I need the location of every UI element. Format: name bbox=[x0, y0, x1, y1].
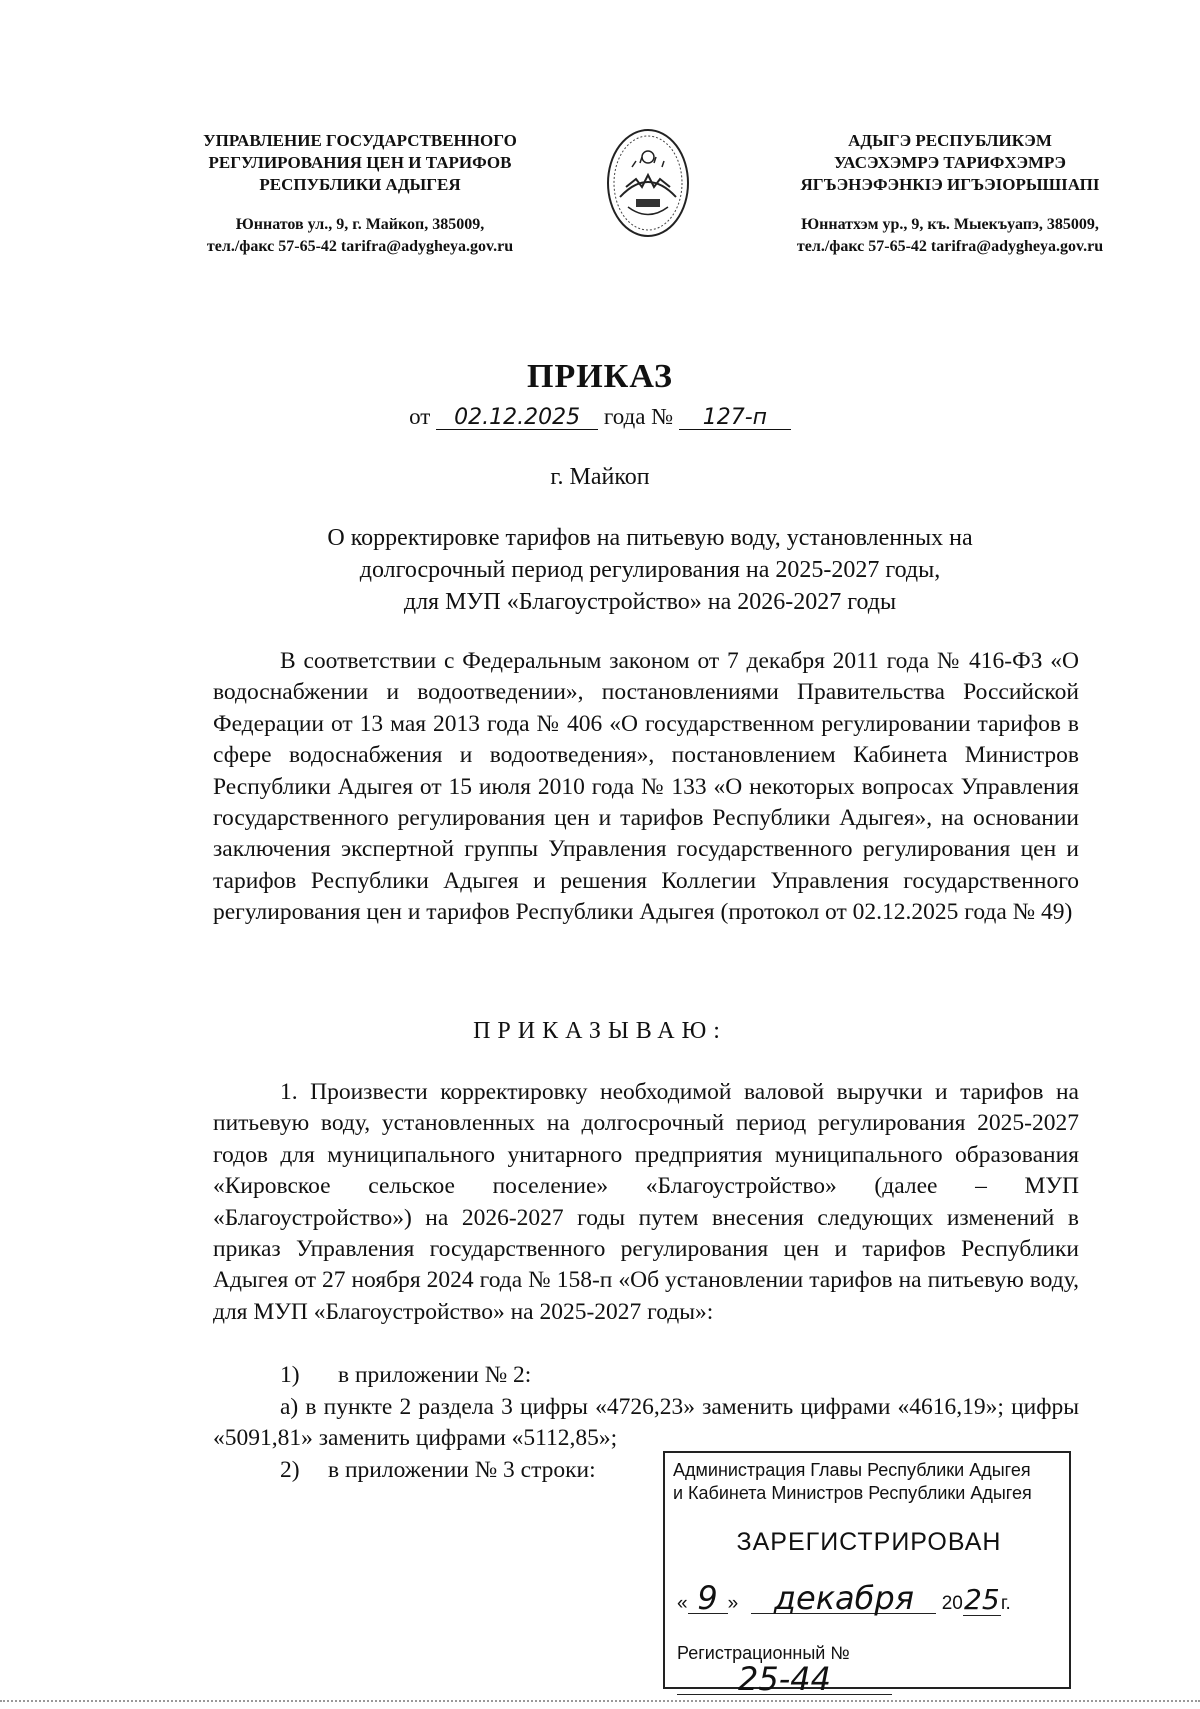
sub-item-1-number: 1) bbox=[280, 1362, 300, 1388]
stamp-year-suffix: 25 bbox=[964, 1583, 1000, 1616]
org-name-ru-line2: РЕГУЛИРОВАНИЯ ЦЕН И ТАРИФОВ bbox=[208, 153, 512, 172]
sub-item-a: а) в пункте 2 раздела 3 цифры «4726,23» заменить цифрами «4616,19»; цифры «5091,81» заменить цифрами «5112,85»; bbox=[213, 1394, 1079, 1452]
stamp-quote-open: « bbox=[677, 1593, 688, 1614]
document-title: ПРИКАЗ bbox=[527, 358, 673, 395]
stamp-org-line1: Администрация Главы Республики Адыгея bbox=[673, 1460, 1031, 1480]
stamp-reg-label: Регистрационный № bbox=[677, 1643, 850, 1663]
city: г. Майкоп bbox=[550, 464, 650, 490]
handwritten-date: 02.12.2025 bbox=[436, 407, 598, 430]
subject-line: О корректировке тарифов на питьевую воду, установленных на bbox=[327, 525, 973, 551]
stamp-date bbox=[677, 1579, 1067, 1617]
stamp-registration bbox=[677, 1643, 1067, 1698]
coat-of-arms-icon bbox=[606, 127, 690, 239]
document-subject bbox=[200, 522, 1100, 618]
sub-item-2-text: в приложении № 3 строки: bbox=[328, 1457, 596, 1483]
order-word: ПРИКАЗЫВАЮ: bbox=[473, 1018, 727, 1044]
subject-line: долгосрочный период регулирования на 2025-2027 годы, bbox=[359, 557, 941, 583]
date-prefix: от bbox=[409, 404, 431, 429]
stamp-status: ЗАРЕГИСТРИРОВАН bbox=[736, 1528, 1002, 1556]
address-ady-line1: Юннатхэм ур., 9, къ. Мыекъуапэ, 385009, bbox=[801, 216, 1099, 233]
stamp-reg-number: 25-44 bbox=[677, 1664, 892, 1695]
header-right bbox=[755, 130, 1145, 258]
header-left bbox=[160, 130, 560, 258]
org-name-ady-line1: АДЫГЭ РЕСПУБЛИКЭМ bbox=[848, 131, 1052, 150]
order-item-1: 1. Произвести корректировку необходимой валовой выручки и тарифов на питьевую воду, установленных на долгосрочный период регулирования 2025-2027 годов для муниципального унитарного предприятия муниципального образования «Кировское сельское поселение» «Благоустройство» (далее – МУП «Благоустройство») на 2026-2027 годы путем внесения следующих изменений в приказ Управления государственного регулирования цен и тарифов Республики Адыгея от 27 ноября 2024 года № 158-п «Об установлении тарифов на питьевую воду, для МУП «Благоустройство» на 2025-2027 годы»: bbox=[213, 1079, 1079, 1325]
date-suffix: года № bbox=[603, 404, 674, 429]
subject-line: для МУП «Благоустройство» на 2026-2027 годы bbox=[403, 589, 897, 615]
page-bottom-edge bbox=[0, 1700, 1200, 1702]
org-name-ru-line3: РЕСПУБЛИКИ АДЫГЕЯ bbox=[259, 175, 461, 194]
stamp-month: декабря bbox=[751, 1583, 936, 1614]
registration-stamp bbox=[663, 1451, 1071, 1698]
org-name-ady-line3: ЯГЪЭНЭФЭНКIЭ ИГЪЭIОРЫШIАПI bbox=[800, 175, 1100, 194]
address-ru-line2: тел./факс 57-65-42 tarifra@adygheya.gov.ru bbox=[206, 238, 514, 255]
org-name-ru-line1: УПРАВЛЕНИЕ ГОСУДАРСТВЕННОГО bbox=[203, 131, 517, 150]
handwritten-number: 127-п bbox=[679, 407, 791, 430]
basis-paragraph: В соответствии с Федеральным законом от 7 декабря 2011 года № 416-ФЗ «О водоснабжении и водоотведении», постановлениями Правительства Российской Федерации от 13 мая 2013 года № 406 «О государственном регулировании тарифов в сфере водоснабжения и водоотведения», постановлением Кабинета Министров Республики Адыгея от 15 июля 2010 года № 133 «О некоторых вопросах Управления государственного регулирования цен и тарифов Республики Адыгея», на основании заключения экспертной группы Управления государственного регулирования цен и тарифов Республики Адыгея и решения Коллегии Управления государственного регулирования цен и тарифов Республики Адыгея (протокол от 02.12.2025 года № 49) bbox=[213, 648, 1079, 926]
sub-item-2-number: 2) bbox=[280, 1457, 300, 1483]
stamp-year-prefix: 20 bbox=[941, 1593, 963, 1614]
address-ru-line1: Юннатов ул., 9, г. Майкоп, 385009, bbox=[235, 216, 485, 233]
stamp-day: 9 bbox=[688, 1583, 728, 1614]
sub-item-1-text: в приложении № 2: bbox=[338, 1362, 532, 1388]
stamp-org-line2: и Кабинета Министров Республики Адыгея bbox=[673, 1483, 1032, 1503]
address-ady-line2: тел./факс 57-65-42 tarifra@adygheya.gov.ru bbox=[796, 238, 1104, 255]
document-date-line bbox=[0, 404, 1200, 430]
stamp-year-g: г. bbox=[1000, 1593, 1011, 1614]
stamp-quote-close: » bbox=[727, 1593, 739, 1614]
sub-item-1 bbox=[213, 1360, 1146, 1391]
org-name-ady-line2: УАСЭХЭМРЭ ТАРИФХЭМРЭ bbox=[834, 153, 1066, 172]
